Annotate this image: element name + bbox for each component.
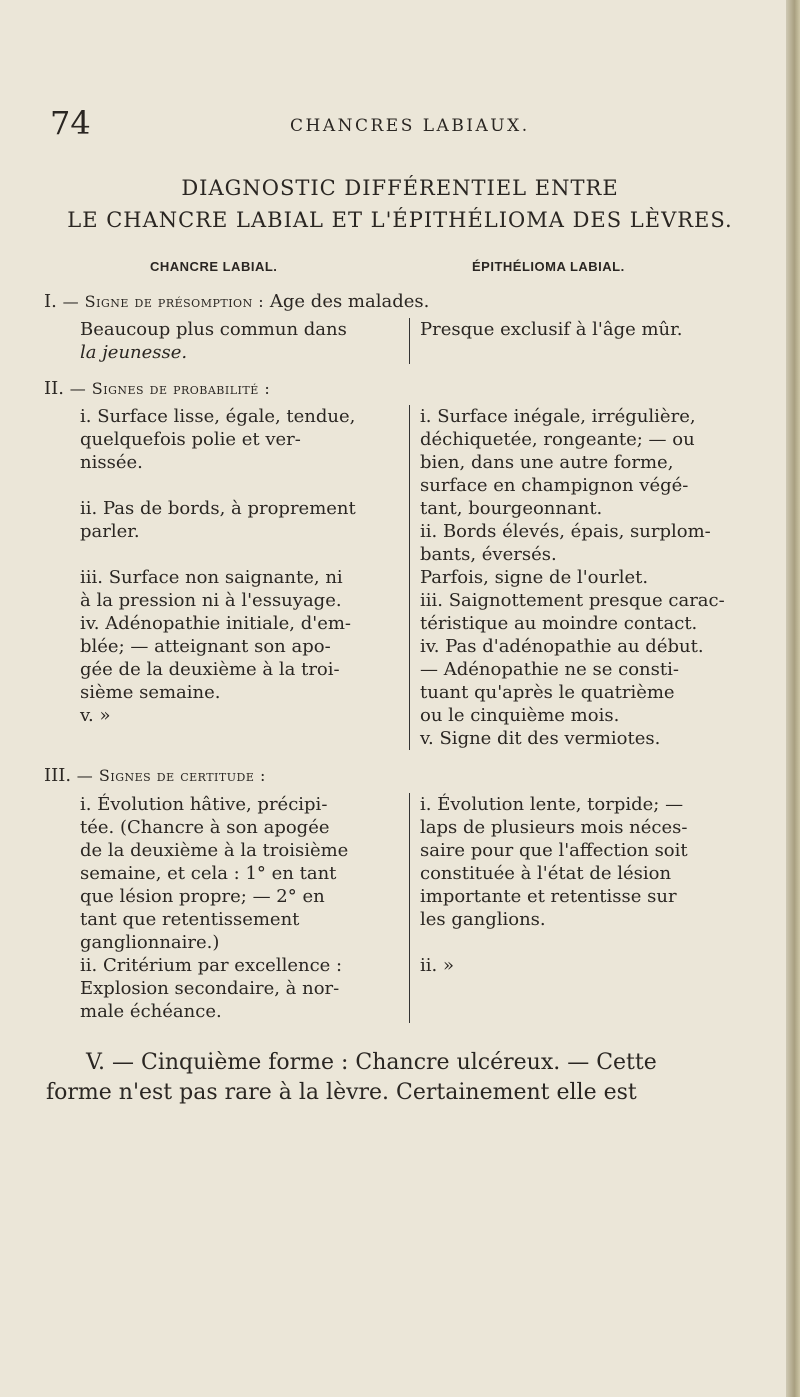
block-2-left-line: ii. Pas de bords, à proprement <box>80 498 356 519</box>
section-1-number: I. <box>44 291 57 312</box>
block-2-right-line: tuant qu'après le quatrième <box>420 682 675 703</box>
block-2-right-line: déchiquetée, rongeante; — ou <box>420 429 695 450</box>
column-header-right: ÉPITHÉLIOMA LABIAL. <box>472 259 625 274</box>
page-number: 74 <box>50 104 91 142</box>
block-2-left-line: nissée. <box>80 452 143 473</box>
title-line-1: DIAGNOSTIC DIFFÉRENTIEL ENTRE <box>181 176 619 200</box>
block-2-left-line: iv. Adénopathie initiale, d'em- <box>80 613 352 634</box>
block-2-left-line: gée de la deuxième à la troi- <box>80 659 340 680</box>
block-2-left-line: à la pression ni à l'essuyage. <box>80 590 342 611</box>
block-3-left-line: ganglionnaire.) <box>80 932 220 953</box>
section-1-label: — Signe de présomption : <box>62 292 265 311</box>
block-3-right <box>420 793 688 977</box>
block-3-right-line: i. Évolution lente, torpide; — <box>420 794 684 815</box>
block-2-right-line: tant, bourgeonnant. <box>420 498 603 519</box>
block-3-left-line: i. Évolution hâtive, précipi- <box>80 794 328 815</box>
block-2-left-line: quelquefois polie et ver- <box>80 429 301 450</box>
section-3-heading <box>44 765 266 786</box>
block-1-right <box>420 318 683 341</box>
block-1-right-line: Presque exclusif à l'âge mûr. <box>420 319 683 340</box>
block-1-left-line: la jeunesse. <box>80 342 188 363</box>
block-2-right-line: surface en champignon végé- <box>420 475 689 496</box>
block-2-right-line: iv. Pas d'adénopathie au début. <box>420 636 704 657</box>
paragraph-line-1: V. — Cinquième forme : Chancre ulcéreux. — Cette <box>86 1050 657 1075</box>
block-3-right-line <box>420 931 688 954</box>
block-3-right-line: ii. » <box>420 955 454 976</box>
block-1-left <box>80 318 347 364</box>
block-2-right-line: bien, dans une autre forme, <box>420 452 674 473</box>
block-3-left-line: tant que retentissement <box>80 909 300 930</box>
section-3-number: III. <box>44 765 72 786</box>
block-2-left <box>80 405 356 727</box>
block-2-right-line: Parfois, signe de l'ourlet. <box>420 567 649 588</box>
column-divider <box>409 405 410 750</box>
block-2-right-line: iii. Saignottement presque carac- <box>420 590 725 611</box>
column-divider <box>409 793 410 1023</box>
block-2-left-line <box>80 543 356 566</box>
section-2-label: — Signes de probabilité : <box>69 379 271 398</box>
section-1-rest: Age des malades. <box>269 291 430 312</box>
block-2-right-line: i. Surface inégale, irrégulière, <box>420 406 696 427</box>
block-3-right-line: constituée à l'état de lésion <box>420 863 672 884</box>
block-3-right-line: importante et retentisse sur <box>420 886 677 907</box>
block-3-right-line: laps de plusieurs mois néces- <box>420 817 688 838</box>
block-3-right-line: les ganglions. <box>420 909 546 930</box>
block-2-left-line: i. Surface lisse, égale, tendue, <box>80 406 356 427</box>
block-3-left-line: Explosion secondaire, à nor- <box>80 978 340 999</box>
section-2-heading <box>44 378 270 399</box>
block-3-left-line: male échéance. <box>80 1001 222 1022</box>
block-3-left-line: tée. (Chancre à son apogée <box>80 817 330 838</box>
block-3-left-line: semaine, et cela : 1° en tant <box>80 863 337 884</box>
block-1-left-line: Beaucoup plus commun dans <box>80 319 347 340</box>
block-2-right-line: v. Signe dit des vermiotes. <box>420 728 661 749</box>
block-3-left-line: de la deuxième à la troisième <box>80 840 349 861</box>
column-divider <box>409 318 410 364</box>
block-2-right-line: — Adénopathie ne se consti- <box>420 659 679 680</box>
block-3-left-line: ii. Critérium par excellence : <box>80 955 343 976</box>
block-2-left-line <box>80 474 356 497</box>
section-1-heading <box>44 291 429 312</box>
block-2-left-line: blée; — atteignant son apo- <box>80 636 331 657</box>
paragraph-line-2: forme n'est pas rare à la lèvre. Certainement elle est <box>46 1080 637 1105</box>
section-3-label: — Signes de certitude : <box>76 766 266 785</box>
block-2-right-line: ou le cinquième mois. <box>420 705 620 726</box>
block-3-left-line: que lésion propre; — 2° en <box>80 886 325 907</box>
block-2-right-line: bants, éversés. <box>420 544 557 565</box>
column-header-left: CHANCRE LABIAL. <box>150 259 278 274</box>
running-head: CHANCRES LABIAUX. <box>290 116 530 136</box>
section-2-number: II. <box>44 378 64 399</box>
block-2-left-line: parler. <box>80 521 140 542</box>
block-2-left-line: iii. Surface non saignante, ni <box>80 567 343 588</box>
block-2-right-line: téristique au moindre contact. <box>420 613 698 634</box>
block-2-right-line: ii. Bords élevés, épais, surplom- <box>420 521 711 542</box>
title-line-2: LE CHANCRE LABIAL ET L'ÉPITHÉLIOMA DES LÈVRES. <box>67 208 733 232</box>
block-2-left-line: v. » <box>80 705 111 726</box>
block-2-right <box>420 405 725 750</box>
block-3-right-line: saire pour que l'affection soit <box>420 840 688 861</box>
block-2-left-line: sième semaine. <box>80 682 221 703</box>
block-3-left <box>80 793 348 1023</box>
